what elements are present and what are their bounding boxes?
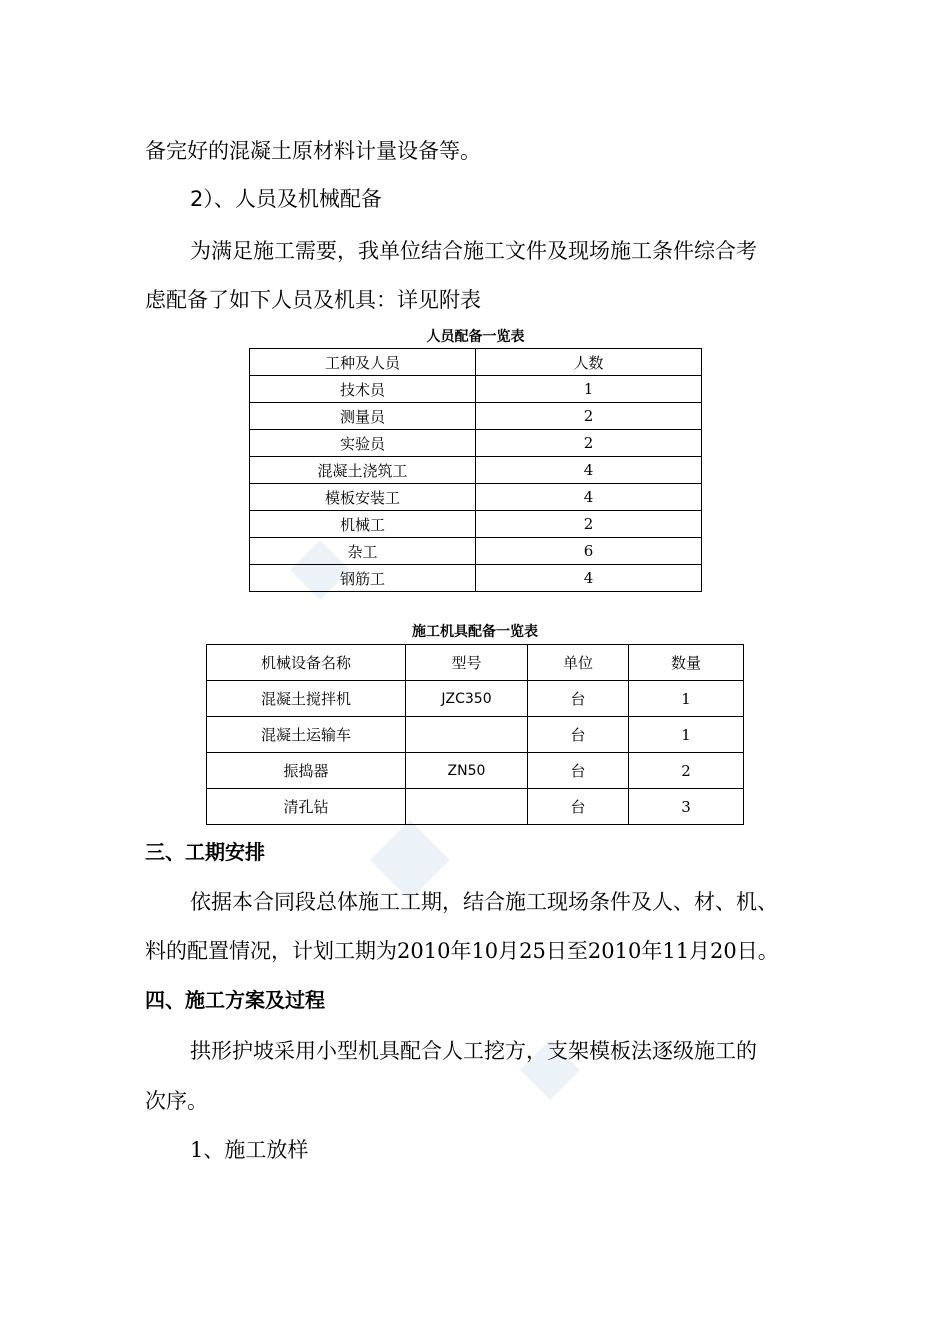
table-cell: 模板安装工 <box>250 484 476 511</box>
paragraph-line: 为满足施工需要，我单位结合施工文件及现场施工条件综合考 <box>190 239 757 263</box>
paragraph-line: 次序。 <box>145 1089 208 1113</box>
paragraph-line: 虑配备了如下人员及机具：详见附表 <box>145 288 481 312</box>
table-cell: ZN50 <box>406 753 528 789</box>
table-header-row <box>207 645 744 681</box>
table-header-cell: 机械设备名称 <box>207 645 406 681</box>
table-cell: 2 <box>476 430 702 457</box>
table-cell: 杂工 <box>250 538 476 565</box>
table-header-cell: 工种及人员 <box>250 349 476 376</box>
table-cell: 2 <box>476 511 702 538</box>
table-cell: 测量员 <box>250 403 476 430</box>
table-cell: 3 <box>629 789 744 825</box>
table-row <box>250 565 702 592</box>
list-item: 1、施工放样 <box>190 1138 309 1162</box>
table-cell: 2 <box>629 753 744 789</box>
table-cell: 钢筋工 <box>250 565 476 592</box>
table-cell: 2 <box>476 403 702 430</box>
table-cell: 台 <box>528 753 629 789</box>
table-cell: 台 <box>528 717 629 753</box>
table-cell: 技术员 <box>250 376 476 403</box>
table-header-cell: 数量 <box>629 645 744 681</box>
equipment-table <box>206 644 744 825</box>
table-row <box>250 403 702 430</box>
table-row <box>250 376 702 403</box>
table-header-cell: 人数 <box>476 349 702 376</box>
table-cell: 1 <box>476 376 702 403</box>
table-row <box>250 457 702 484</box>
paragraph-line: 依据本合同段总体施工工期，结合施工现场条件及人、材、机、 <box>190 890 778 914</box>
table-cell: 混凝土搅拌机 <box>207 681 406 717</box>
table-cell <box>406 717 528 753</box>
table-cell: 振捣器 <box>207 753 406 789</box>
table-cell: 1 <box>629 681 744 717</box>
table-cell: 清孔钻 <box>207 789 406 825</box>
table-row <box>207 789 744 825</box>
personnel-table-title: 人员配备一览表 <box>426 329 525 345</box>
table-cell: 台 <box>528 789 629 825</box>
table-row <box>207 753 744 789</box>
section-heading: 四、施工方案及过程 <box>145 988 325 1012</box>
table-cell: 混凝土浇筑工 <box>250 457 476 484</box>
text-line: 备完好的混凝土原材料计量设备等。 <box>145 139 481 163</box>
table-cell: 4 <box>476 457 702 484</box>
table-cell: 4 <box>476 484 702 511</box>
table-cell: 台 <box>528 681 629 717</box>
section-heading: 三、工期安排 <box>145 840 265 864</box>
table-cell: 6 <box>476 538 702 565</box>
personnel-table <box>249 348 702 592</box>
table-row <box>250 430 702 457</box>
paragraph-line: 料的配置情况，计划工期为2010年10月25日至2010年11月20日。 <box>145 939 779 963</box>
subheading: 2）、人员及机械配备 <box>190 187 382 211</box>
paragraph-line: 拱形护坡采用小型机具配合人工挖方，支架模板法逐级施工的 <box>190 1039 757 1063</box>
table-cell: JZC350 <box>406 681 528 717</box>
table-cell: 混凝土运输车 <box>207 717 406 753</box>
table-row <box>207 681 744 717</box>
table-header-cell: 型号 <box>406 645 528 681</box>
table-header-cell: 单位 <box>528 645 629 681</box>
table-header-row <box>250 349 702 376</box>
table-cell: 机械工 <box>250 511 476 538</box>
table-cell <box>406 789 528 825</box>
table-row <box>207 717 744 753</box>
table-cell: 实验员 <box>250 430 476 457</box>
table-cell: 4 <box>476 565 702 592</box>
table-row <box>250 538 702 565</box>
table-row <box>250 484 702 511</box>
table-row <box>250 511 702 538</box>
equipment-table-title: 施工机具配备一览表 <box>412 624 538 640</box>
table-cell: 1 <box>629 717 744 753</box>
